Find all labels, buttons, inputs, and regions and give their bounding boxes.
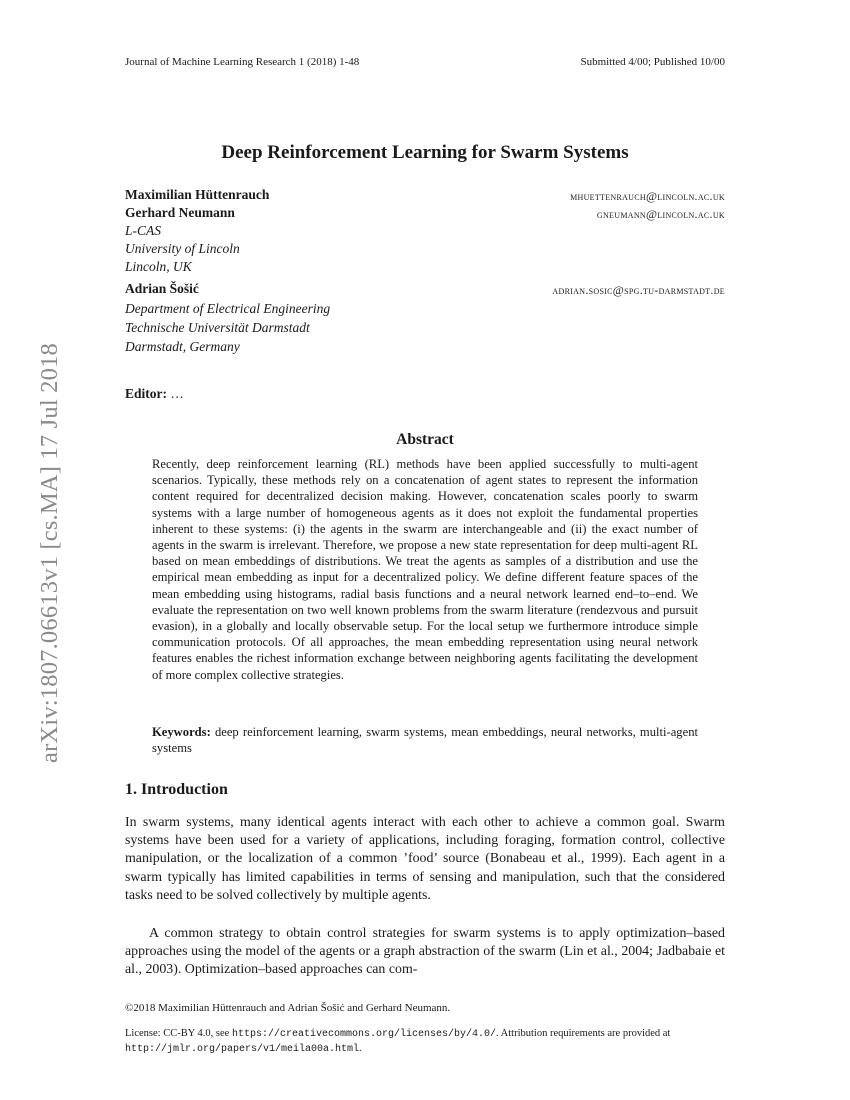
abstract-text: Recently, deep reinforcement learning (RL) methods have been applied successfully to multi-agent scenarios. Typically, these methods rely on a concatenation of agent states to represent the information content required for decentralized decision making. However, concatenation scales poorly to swarm systems with a large number of homogeneous agents as it does not exploit the fundamental properties inherent to these systems: (i) the agents in the swarm are interchangeable and (ii) the exact number of agents in the swarm is irrelevant. Therefore, we propose a new state representation for deep multi-agent RL based on mean embeddings of distributions. We treat the agents as samples of a distribution and use the empirical mean embedding as input for a decentralized policy. We define different feature spaces of the mean embedding using histograms, radial basis functions and a neural network learned end–to–end. We evaluate the representation on two well known problems from the swarm literature (rendezvous and pursuit evasion), in a globally and locally observable setup. For the local setup we furthermore introduce simple communication protocols. Of all approaches, the mean embedding representation using neural network features enables the richest information exchange between neighboring agents facilitating the development of more complex collective strategies. — [152, 457, 698, 682]
paper-title: Deep Reinforcement Learning for Swarm Systems — [221, 142, 629, 163]
editor-value: … — [170, 386, 184, 401]
submission-dates: Submitted 4/00; Published 10/00 — [580, 56, 725, 68]
attribution-link[interactable]: http://jmlr.org/papers/v1/meila00a.html — [125, 1044, 360, 1055]
keywords-text: deep reinforcement learning, swarm systems, mean embeddings, neural networks, multi-agent systems — [152, 725, 698, 756]
author-name-neumann: Gerhard Neumann — [125, 205, 235, 220]
body-paragraph: A common strategy to obtain control strategies for swarm systems is to apply optimization–based approaches using the model of the agents or a graph abstraction of the swarm (Lin et al., 2004; Jadbabaie et al., 2003). Optimization–based approaches can com- — [125, 926, 725, 978]
author-email-neumann: gneumann@lincoln.ac.uk — [596, 207, 725, 221]
journal-header: Journal of Machine Learning Research 1 (2018) 1-48 — [125, 56, 360, 68]
affiliation-line: Department of Electrical Engineering — [125, 301, 331, 316]
license-notice — [125, 1027, 725, 1057]
affiliation-line: L-CAS — [125, 223, 162, 238]
license-end: . — [359, 1043, 362, 1054]
author-email-sosic: adrian.sosic@spg.tu-darmstadt.de — [552, 283, 725, 297]
abstract-heading: Abstract — [396, 431, 454, 448]
author-group-2 — [125, 280, 725, 356]
editor-line — [125, 386, 184, 402]
license-link[interactable]: https://creativecommons.org/licenses/by/4.0/ — [231, 1029, 496, 1040]
keywords-label: Keywords: — [152, 725, 211, 739]
affiliation-line: Lincoln, UK — [125, 259, 192, 274]
author-email-huettenrauch: mhuettenrauch@lincoln.ac.uk — [570, 189, 725, 203]
arxiv-stamp: arXiv:1807.06613v1 [cs.MA] 17 Jul 2018 — [36, 343, 63, 763]
author-name-huettenrauch: Maximilian Hüttenrauch — [125, 187, 270, 202]
copyright-notice: ©2018 Maximilian Hüttenrauch and Adrian Šošić and Gerhard Neumann. — [125, 1002, 451, 1014]
author-group-1 — [125, 186, 725, 276]
affiliation-line: Technische Universität Darmstadt — [125, 320, 310, 335]
editor-label: Editor: — [125, 386, 167, 401]
body-paragraph: In swarm systems, many identical agents interact with each other to achieve a common goal. Swarm systems have been used for a variety of applications, including foraging, formation control, collective manipulation, or the localization of a common ’food’ source (Bonabeau et al., 1999). Each agent in a swarm typically has limited capabilities in terms of sensing and manipulation, such that the considered tasks need to be solved collectively by multiple agents. — [125, 815, 725, 903]
author-name-sosic: Adrian Šošić — [125, 281, 199, 296]
license-prefix: License: CC-BY 4.0, see — [125, 1028, 230, 1039]
license-mid: . Attribution requirements are provided at — [495, 1028, 671, 1039]
affiliation-line: University of Lincoln — [125, 241, 240, 256]
keywords-line — [152, 724, 698, 756]
affiliation-line: Darmstadt, Germany — [125, 339, 240, 354]
section-heading-introduction: 1. Introduction — [125, 781, 228, 798]
